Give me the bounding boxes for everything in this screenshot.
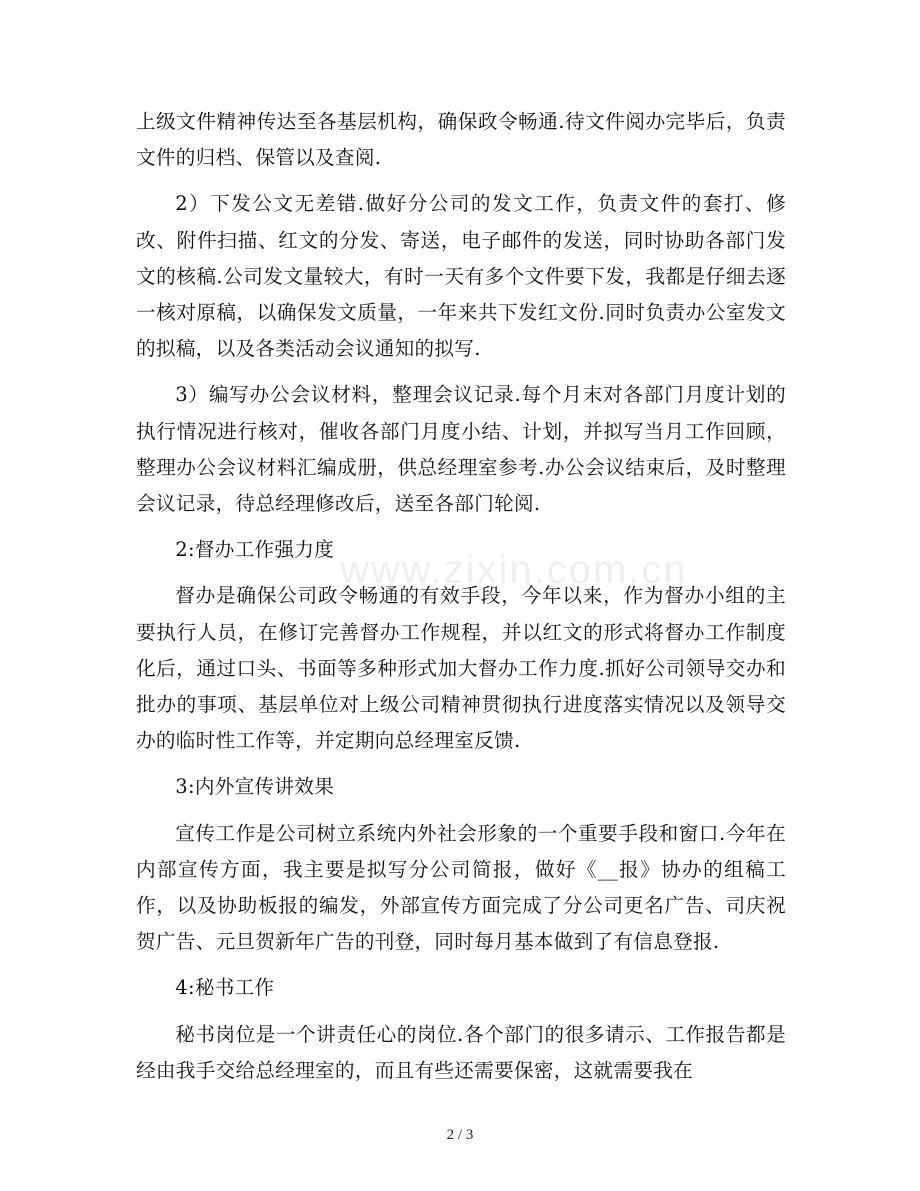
section-heading-3: 3:内外宣传讲效果: [175, 775, 335, 799]
paragraph-3: 3）编写办公会议材料，整理会议记录.每个月末对各部门月度计划的执行情况进行核对，催收各部门月度小结、计划，并拟写当月工作回顾，整理办公会议材料汇编成册，供总经理室参考.办公会议结束后，及时整理会议记录，待总经理修改后，送至各部门轮阅.: [136, 383, 786, 516]
paragraph-5: 宣传工作是公司树立系统内外社会形象的一个重要手段和窗口.今年在内部宣传方面，我主要是拟写分公司简报，做好《__报》协办的组稿工作，以及协助板报的编发，外部宣传方面完成了分公司更名广告、司庆祝贺广告、元旦贺新年广告的刊登，同时每月基本做到了有信息登报.: [136, 821, 786, 954]
paragraph-2: 2）下发公文无差错.做好分公司的发文工作，负责文件的套打、修改、附件扫描、红文的分发、寄送，电子邮件的发送，同时协助各部门发文的核稿.公司发文量较大，有时一天有多个文件要下发，我都是仔细去逐一核对原稿，以确保发文质量，一年来共下发红文份.同时负责办公室发文的拟稿，以及各类活动会议通知的拟写.: [136, 192, 786, 361]
section-heading-2: 2:督办工作强力度: [175, 538, 335, 562]
page-number: 2 / 3: [446, 1127, 474, 1143]
paragraph-4: 督办是确保公司政令畅通的有效手段，今年以来，作为督办小组的主要执行人员，在修订完善督办工作规程，并以红文的形式将督办工作制度化后，通过口头、书面等多种形式加大督办工作力度.抓好公司领导交办和批办的事项、基层单位对上级公司精神贯彻执行进度落实情况以及领导交办的临时性工作等，并定期向总经理室反馈.: [136, 584, 786, 753]
section-heading-4: 4:秘书工作: [175, 976, 275, 1000]
paragraph-6: 秘书岗位是一个讲责任心的岗位.各个部门的很多请示、工作报告都是经由我手交给总经理室的，而且有些还需要保密，这就需要我在: [136, 1022, 786, 1082]
document-body: [136, 104, 786, 1099]
paragraph-1: 上级文件精神传达至各基层机构，确保政令畅通.待文件阅办完毕后，负责文件的归档、保管以及查阅.: [136, 110, 786, 170]
watermark: www.zixin.com.cn: [340, 548, 688, 592]
